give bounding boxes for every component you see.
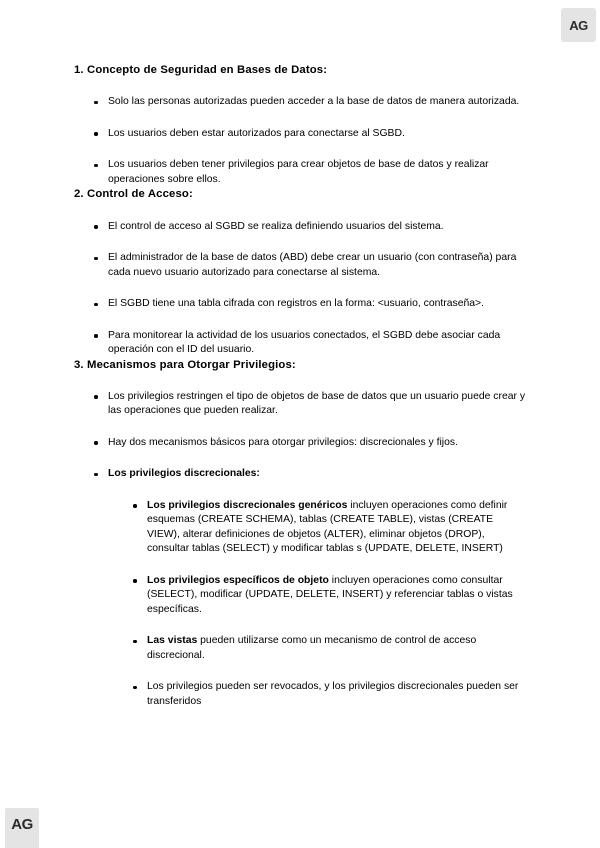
list-item <box>74 220 526 235</box>
sub-list-item-text: Los privilegios pueden ser revocados, y los privilegios discrecionales pueden ser transferidos <box>147 681 519 707</box>
list-item <box>74 436 526 451</box>
section-1-bullet-list <box>74 95 526 187</box>
list-item <box>74 329 526 358</box>
list-item-text: Hay dos mecanismos básicos para otorgar privilegios: discrecionales y fijos. <box>108 436 458 448</box>
section-3-heading: 3. Mecanismos para Otorgar Privilegios: <box>74 358 296 371</box>
sub-list-item-text: incluyen operaciones como definir esquemas (CREATE SCHEMA), tablas (CREATE TABLE), vistas (CREATE VIEW), alterar definiciones de objetos (ALTER), eliminar objetos (DROP), consultar tablas (SELECT) y modificar tablas s (UPDATE, DELETE, INSERT) <box>147 499 508 555</box>
document-content <box>74 63 526 709</box>
section-2 <box>74 187 526 357</box>
sub-list-item-text: pueden utilizarse como un mecanismo de control de acceso discrecional. <box>147 635 477 661</box>
ag-logo-badge-top: AG <box>561 8 596 42</box>
list-item <box>74 390 526 419</box>
sub-list-item-text: incluyen operaciones como consultar (SELECT), modificar (UPDATE, DELETE, INSERT) y referenciar tablas o vistas específicas. <box>147 574 513 615</box>
list-item-text: Los privilegios discrecionales: <box>108 468 260 480</box>
section-2-bullet-list <box>74 220 526 358</box>
list-item-discretionary-privileges <box>74 467 526 709</box>
section-3-bullet-list <box>74 390 526 710</box>
list-item-text: Los privilegios restringen el tipo de objetos de base de datos que un usuario puede crear y las operaciones que pueden realizar. <box>108 390 526 417</box>
sub-list-item-lead: Las vistas <box>147 635 198 647</box>
ag-logo-badge-bottom: AG <box>5 808 39 848</box>
sub-list-item <box>120 499 526 557</box>
list-item <box>74 251 526 280</box>
list-item <box>74 158 526 187</box>
list-item-text: Solo las personas autorizadas pueden acceder a la base de datos de manera autorizada. <box>108 96 520 108</box>
list-item <box>74 297 526 312</box>
discretionary-privileges-sublist <box>120 499 526 710</box>
list-item-text: Para monitorear la actividad de los usuarios conectados, el SGBD debe asociar cada operación con el ID del usuario. <box>108 329 501 355</box>
list-item-text: El SGBD tiene una tabla cifrada con registros en la forma: <usuario, contraseña>. <box>108 298 485 309</box>
list-item <box>74 95 526 110</box>
sub-list-item-lead: Los privilegios discrecionales genéricos <box>147 499 348 511</box>
list-item-text: El control de acceso al SGBD se realiza definiendo usuarios del sistema. <box>108 220 444 232</box>
section-3 <box>74 358 526 710</box>
sub-list-item-lead: Los privilegios específicos de objeto <box>147 574 329 586</box>
list-item <box>74 127 526 142</box>
sub-list-item <box>120 680 526 709</box>
list-item-text: Los usuarios deben tener privilegios para crear objetos de base de datos y realizar operaciones sobre ellos. <box>108 159 489 185</box>
section-1-heading: 1. Concepto de Seguridad en Bases de Datos: <box>74 64 328 76</box>
section-2-heading: 2. Control de Acceso: <box>74 188 193 201</box>
sub-list-item <box>120 634 526 663</box>
list-item-text: El administrador de la base de datos (ABD) debe crear un usuario (con contraseña) para cada nuevo usuario autorizado para conectarse al sistema. <box>108 252 517 278</box>
list-item-text: Los usuarios deben estar autorizados para conectarse al SGBD. <box>108 127 405 139</box>
sub-list-item <box>120 574 526 618</box>
section-1 <box>74 63 526 187</box>
